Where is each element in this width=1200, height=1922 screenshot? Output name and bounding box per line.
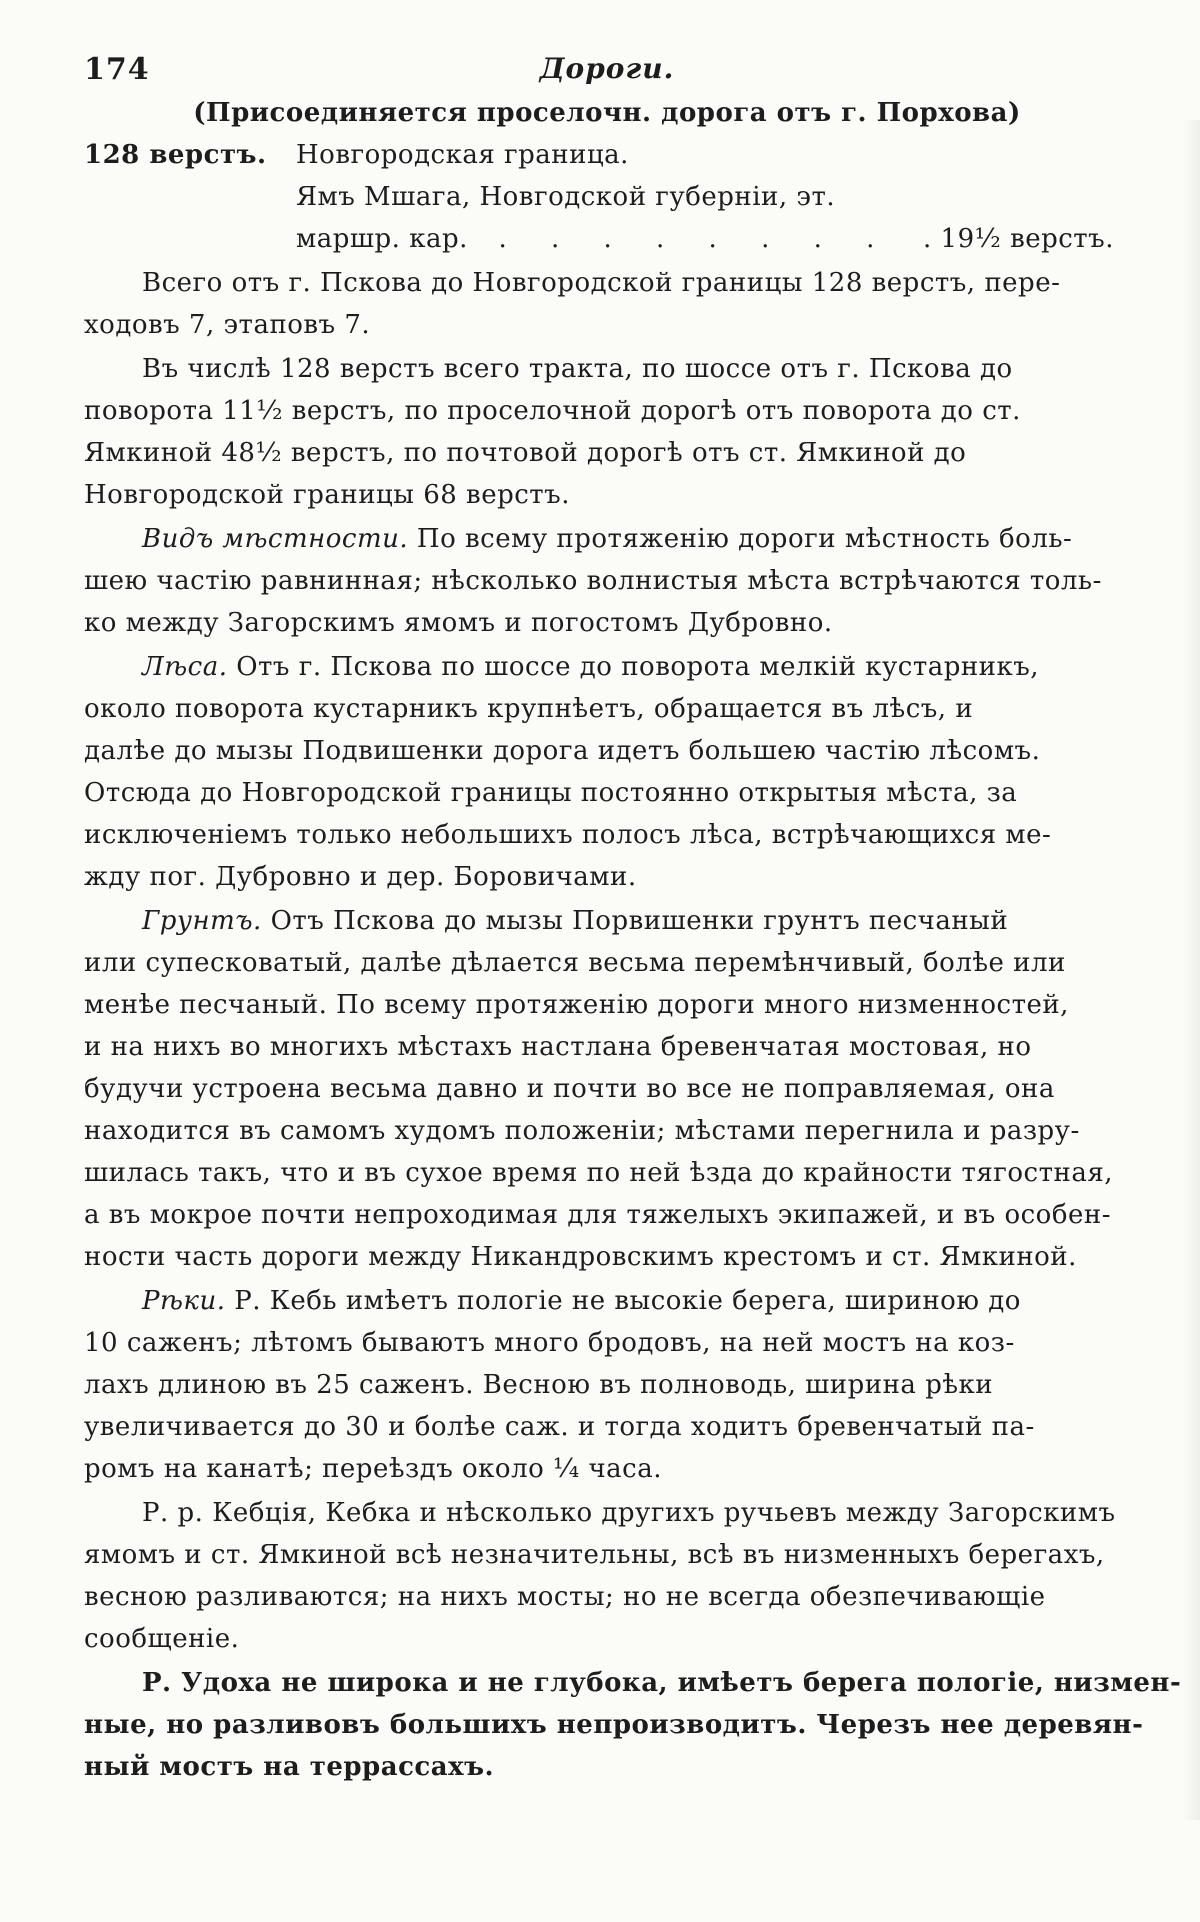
paragraph-line: ный мостъ на террассахъ. <box>84 1752 495 1782</box>
route-value: . 19¹⁄₂ верстъ. <box>923 224 1114 254</box>
paragraph-line: поворота 11¹⁄₂ верстъ, по проселочной дорогѣ отъ поворота до ст. <box>84 396 1021 426</box>
paragraph-line: Р. Удоха не широка и не глубока, имѣетъ берега пологіе, низмен- <box>142 1668 1182 1698</box>
page-number: 174 <box>84 52 150 87</box>
section-heading: Грунтъ. <box>142 906 262 936</box>
border-label: Новгородская граница. <box>296 140 629 170</box>
page-header <box>84 48 1130 92</box>
paragraph-line: исключеніемъ только небольшихъ полосъ лѣса, встрѣчающихся ме- <box>84 820 1052 850</box>
paragraph-line: Отсюда до Новгородской границы постоянно открытыя мѣста, за <box>84 778 1018 808</box>
paragraph-line: и на нихъ во многихъ мѣстахъ настлана бревенчатая мостовая, но <box>84 1032 1032 1062</box>
paragraph-line: ные, но разливовъ большихъ непроизводитъ. Черезъ нее деревян- <box>84 1710 1144 1740</box>
paragraph-line: или супесковатый, далѣе дѣлается весьма перемѣнчивый, болѣе или <box>84 948 1066 978</box>
paragraph-line: ямомъ и ст. Ямкиной всѣ незначительны, всѣ въ низменныхъ берегахъ, <box>84 1540 1105 1570</box>
paragraph-line: ко между Загорскимъ ямомъ и погостомъ Дубровно. <box>84 608 833 638</box>
paragraph-soil <box>84 900 1130 1278</box>
paragraph-line: весною разливаются; на нихъ мосты; но не всегда обезпечивающіе <box>84 1582 1046 1612</box>
paragraph-total <box>84 262 1130 346</box>
paragraph-line: Ямкиной 48¹⁄₂ верстъ, по почтовой дорогѣ отъ ст. Ямкиной до <box>84 438 967 468</box>
paragraph-line: Въ числѣ 128 верстъ всего тракта, по шоссе отъ г. Пскова до <box>142 354 1013 384</box>
running-head: Дороги. <box>539 52 675 85</box>
paragraph-first-line <box>84 518 1130 560</box>
section-heading: Видъ мѣстности. <box>142 524 409 554</box>
paragraph-terrain <box>84 518 1130 644</box>
route-row <box>84 218 1130 260</box>
paragraph-line: увеличивается до 30 и болѣе саж. и тогда ходитъ бревенчатый па- <box>84 1412 1035 1442</box>
paragraph-line: находится въ самомъ худомъ положеніи; мѣстами перегнила и разру- <box>84 1116 1080 1146</box>
paragraph-first-line <box>84 646 1130 688</box>
paragraph-line: Всего отъ г. Пскова до Новгородской границы 128 верстъ, пере- <box>142 268 1061 298</box>
paragraph-rivers <box>84 1280 1130 1490</box>
paragraph-line: Новгородской границы 68 верстъ. <box>84 480 570 510</box>
paragraph-breakdown <box>84 348 1130 516</box>
paragraph-text: По всему протяженію дороги мѣстность боль- <box>408 524 1073 554</box>
paragraph-line: будучи устроена весьма давно и почти во все не поправляемая, она <box>84 1074 1055 1104</box>
border-row <box>84 134 1130 176</box>
junction-line: (Присоединяется проселочн. дорога отъ г. Порхова) <box>193 98 1021 128</box>
paragraph-line: далѣе до мызы Подвишенки дорога идетъ большею частію лѣсомъ. <box>84 736 1041 766</box>
paragraph-text: Отъ г. Пскова по шоссе до поворота мелкій кустарникъ, <box>227 652 1040 682</box>
border-distance: 128 верстъ. <box>84 140 267 170</box>
paragraph-udokha <box>84 1662 1182 1788</box>
paragraph-line: лахъ длиною въ 25 саженъ. Весною въ полноводь, ширина рѣки <box>84 1370 994 1400</box>
paragraph-line: а въ мокрое почти непроходимая для тяжелыхъ экипажей, и въ особен- <box>84 1200 1111 1230</box>
paragraph-forests <box>84 646 1130 898</box>
paragraph-line: шилась такъ, что и въ сухое время по ней ѣзда до крайности тягостная, <box>84 1158 1113 1188</box>
route-dots: . . . . . . . . <box>498 224 893 254</box>
paragraph-line: ромъ на канатѣ; переѣздъ около ¹⁄₄ часа. <box>84 1454 662 1484</box>
paragraph-line: Р. р. Кебція, Кебка и нѣсколько другихъ ручьевъ между Загорскимъ <box>142 1498 1116 1528</box>
paragraph-line: шею частію равнинная; нѣсколько волнистыя мѣста встрѣчаются толь- <box>84 566 1102 596</box>
route-label: маршр. кар. <box>296 224 468 254</box>
paragraph-line: 10 саженъ; лѣтомъ бываютъ много бродовъ, на ней мостъ на коз- <box>84 1328 1015 1358</box>
page-edge-shadow <box>1182 120 1200 1820</box>
paragraph-text: Отъ Пскова до мызы Порвишенки грунтъ песчаный <box>261 906 1009 936</box>
section-heading: Рѣки. <box>142 1286 226 1316</box>
paragraph-first-line <box>84 1280 1130 1322</box>
paragraph-text: Р. Кебь имѣетъ пологіе не высокіе берега, шириною до <box>225 1286 1021 1316</box>
paragraph-line: сообщеніе. <box>84 1624 240 1654</box>
paragraph-line: жду пог. Дубровно и дер. Боровичами. <box>84 862 637 892</box>
paragraph-line: менѣе песчаный. По всему протяженію дороги много низменностей, <box>84 990 1069 1020</box>
paragraph-streams <box>84 1492 1130 1660</box>
next-station-line: Ямъ Мшага, Новгодской губерніи, эт. <box>296 182 836 212</box>
paragraph-line: ности часть дороги между Никандровскимъ крестомъ и ст. Ямкиной. <box>84 1242 1077 1272</box>
section-heading: Лѣса. <box>142 652 228 682</box>
paragraph-line: ходовъ 7, этаповъ 7. <box>84 310 371 340</box>
book-page <box>84 48 1182 1788</box>
paragraph-first-line <box>84 900 1130 942</box>
paragraph-line: около поворота кустарникъ крупнѣетъ, обращается въ лѣсъ, и <box>84 694 974 724</box>
